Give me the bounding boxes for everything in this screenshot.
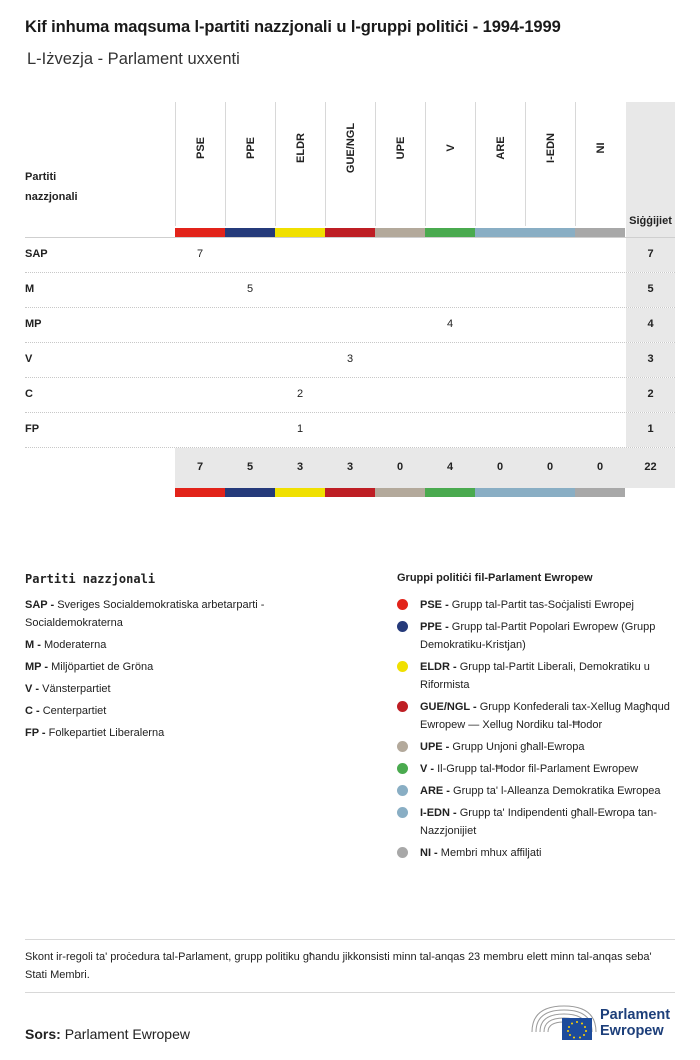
row-total: 1 [647, 423, 654, 435]
group-color-dot-icon [397, 661, 408, 672]
national-parties-legend-title: Partiti nazzjonali [25, 572, 156, 586]
european-parliament-logo [530, 1002, 680, 1042]
group-color-bar [425, 488, 475, 497]
column-total: 0 [396, 461, 404, 473]
page-subtitle: L-Iżvezja - Parlament uxxenti [27, 50, 240, 68]
group-legend-code: UPE - [420, 741, 450, 753]
group-column-header [325, 102, 375, 226]
column-total: 5 [246, 461, 254, 473]
group-color-dot-icon [397, 621, 408, 632]
row-divider [25, 447, 675, 448]
party-legend-name: Sveriges Socialdemokratiska arbetarparti - Socialdemokraterna [25, 599, 265, 629]
group-color-dot-icon [397, 807, 408, 818]
grand-total: 22 [644, 461, 657, 473]
group-legend-item [397, 738, 677, 756]
seat-cell: 7 [196, 248, 204, 260]
group-legend-name: Membri mhux affiljati [440, 847, 542, 859]
party-row-label: FP [25, 423, 40, 435]
party-legend-item [25, 680, 335, 698]
group-color-dot-icon [397, 763, 408, 774]
group-color-bar [325, 488, 375, 497]
group-color-dot-icon [397, 701, 408, 712]
group-color-bar [375, 488, 425, 497]
group-legend-name: Grupp tal-Partit tas-Soċjalisti Ewropej [451, 599, 634, 611]
party-row-label: C [25, 388, 33, 400]
group-column-label: PSE [194, 136, 207, 160]
group-color-bar [375, 228, 425, 237]
group-color-dot-icon [397, 847, 408, 858]
party-row-label: SAP [25, 248, 48, 260]
group-legend-code: NI - [420, 847, 438, 859]
party-legend-name: Centerpartiet [42, 705, 107, 717]
group-legend-name: Grupp tal-Partit Popolari Ewropew (Grupp Demokratiku-Kristjan) [420, 621, 656, 651]
group-color-bar [225, 488, 275, 497]
row-divider [25, 307, 675, 308]
column-total: 4 [446, 461, 454, 473]
party-column-header: Partiti nazzjonali [25, 171, 78, 203]
seat-cell: 4 [446, 318, 454, 330]
group-legend-code: V - [420, 763, 435, 775]
group-color-bar [575, 228, 625, 237]
seat-cell: 1 [296, 423, 304, 435]
group-legend-code: ARE - [420, 785, 450, 797]
group-column-header [175, 102, 225, 226]
seats-column-header: Siġġijiet [629, 215, 672, 227]
group-legend-code: I-EDN - [420, 807, 457, 819]
column-total: 3 [296, 461, 304, 473]
group-column-label: I-EDN [544, 133, 557, 163]
group-legend-item [397, 618, 677, 654]
seat-cell: 3 [346, 353, 354, 365]
group-legend-item [397, 698, 677, 734]
party-legend-code: C - [25, 705, 40, 717]
source-value: Parlament Ewropew [64, 1026, 190, 1042]
group-legend-item [397, 782, 677, 800]
party-row-label: MP [25, 318, 42, 330]
group-color-dot-icon [397, 741, 408, 752]
group-column-header [525, 102, 575, 226]
party-legend-item [25, 658, 335, 676]
row-divider [25, 237, 675, 238]
logo-line-2: Ewropew [600, 1023, 664, 1039]
row-divider [25, 342, 675, 343]
group-legend-code: PPE - [420, 621, 449, 633]
group-column-header [575, 102, 625, 226]
source-label: Sors: [25, 1026, 61, 1042]
group-legend-name: Grupp Konfederali tax-Xellug Magħqud Ewropew — Xellug Nordiku tal-Ħodor [420, 701, 670, 731]
column-total: 7 [196, 461, 204, 473]
party-legend-item [25, 596, 335, 632]
group-legend-name: Il-Grupp tal-Ħodor fil-Parlament Ewropew [437, 763, 639, 775]
page-title: Kif inhuma maqsuma l-partiti nazzjonali u l-gruppi politiċi - 1994-1999 [25, 18, 561, 36]
column-total: 0 [496, 461, 504, 473]
group-color-bar [175, 228, 225, 237]
group-column-label: ELDR [294, 133, 307, 163]
group-column-label: UPE [394, 136, 407, 160]
group-color-bar [425, 228, 475, 237]
group-legend-item [397, 596, 677, 614]
group-color-bar [175, 488, 225, 497]
group-column-label: V [444, 144, 457, 152]
political-groups-legend [397, 596, 677, 866]
party-legend-name: Miljöpartiet de Gröna [51, 661, 154, 673]
group-column-header [225, 102, 275, 226]
group-legend-code: PSE - [420, 599, 449, 611]
political-groups-legend-title: Gruppi politiċi fil-Parlament Ewropew [397, 572, 593, 584]
party-legend-code: SAP - [25, 599, 55, 611]
national-parties-legend [25, 596, 335, 746]
group-legend-item [397, 760, 677, 778]
row-total: 4 [647, 318, 654, 330]
group-column-label: ARE [494, 136, 507, 160]
party-row-label: V [25, 353, 33, 365]
group-color-dot-icon [397, 599, 408, 610]
logo-line-1: Parlament [600, 1007, 671, 1023]
row-divider [25, 272, 675, 273]
group-color-bar [225, 228, 275, 237]
divider [25, 992, 675, 993]
row-divider [25, 377, 675, 378]
seat-cell: 2 [296, 388, 304, 400]
party-legend-item [25, 636, 335, 654]
group-legend-code: GUE/NGL - [420, 701, 477, 713]
party-legend-code: M - [25, 639, 41, 651]
row-total: 2 [647, 388, 654, 400]
group-legend-name: Grupp Unjoni għall-Ewropa [452, 741, 585, 753]
rule-note: Skont ir-regoli ta' proċedura tal-Parlament, grupp politiku għandu jikkonsisti minn tal-anqas 23 membru elett minn tal-anqas seba' Stati Membri. [25, 951, 652, 981]
group-column-label: GUE/NGL [344, 122, 357, 174]
party-legend-code: MP - [25, 661, 49, 673]
hemicycle-icon [530, 1002, 598, 1042]
seat-cell: 5 [246, 283, 254, 295]
group-legend-item [397, 844, 677, 862]
party-legend-item [25, 724, 335, 742]
column-total: 3 [346, 461, 354, 473]
row-divider [25, 412, 675, 413]
group-legend-item [397, 804, 677, 840]
group-color-bar [575, 488, 625, 497]
source [25, 1026, 190, 1042]
column-total: 0 [546, 461, 554, 473]
group-color-bar [525, 228, 575, 237]
group-legend-name: Grupp ta' l-Alleanza Demokratika Ewropea [453, 785, 661, 797]
seat-distribution-table [0, 0, 700, 520]
group-column-header [475, 102, 525, 226]
party-row-label: M [25, 283, 35, 295]
column-total: 0 [596, 461, 604, 473]
group-column-header [375, 102, 425, 226]
group-color-bar [275, 488, 325, 497]
group-column-header [425, 102, 475, 226]
group-legend-code: ELDR - [420, 661, 457, 673]
group-color-bar [525, 488, 575, 497]
row-total: 3 [647, 353, 654, 365]
group-color-bar [325, 228, 375, 237]
group-color-dot-icon [397, 785, 408, 796]
party-legend-item [25, 702, 335, 720]
group-legend-name: Grupp ta' Indipendenti għall-Ewropa tan-Nazzjonijiet [420, 807, 657, 837]
group-color-bar [475, 228, 525, 237]
party-legend-code: V - [25, 683, 40, 695]
party-legend-name: Moderaterna [43, 639, 107, 651]
group-column-label: PPE [244, 136, 257, 160]
group-color-bar [275, 228, 325, 237]
row-total: 5 [647, 283, 654, 295]
party-legend-name: Folkepartiet Liberalerna [48, 727, 165, 739]
row-total: 7 [647, 248, 654, 260]
group-column-header [275, 102, 325, 226]
group-legend-item [397, 658, 677, 694]
party-legend-code: FP - [25, 727, 46, 739]
group-column-label: NI [594, 142, 607, 154]
group-legend-name: Grupp tal-Partit Liberali, Demokratiku u Riformista [420, 661, 650, 691]
party-legend-name: Vänsterpartiet [42, 683, 111, 695]
divider [25, 939, 675, 940]
group-color-bar [475, 488, 525, 497]
